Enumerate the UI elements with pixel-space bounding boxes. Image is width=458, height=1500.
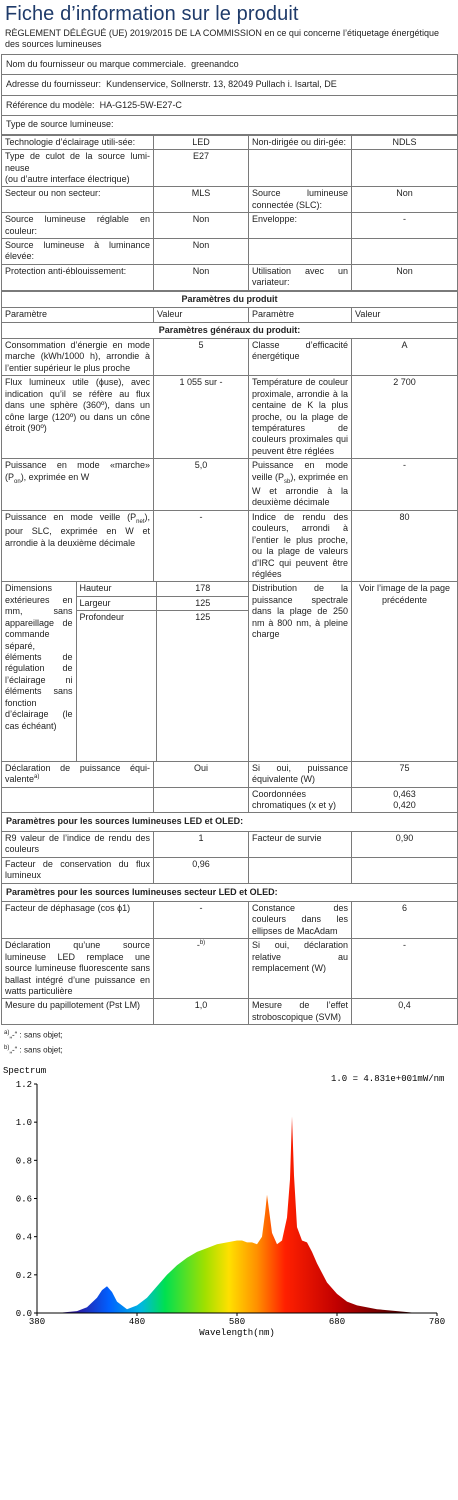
cap-type-label: Type de culot de la source lumi-neuse: [5, 151, 150, 173]
dimension-name: Profondeur: [79, 612, 125, 623]
empty-cell: [249, 857, 352, 883]
source-type-heading-row: [2, 116, 458, 134]
supplier-label: Nom du fournisseur ou marque commerciale.: [6, 59, 187, 69]
lumen-maintenance-value: 0,96: [154, 857, 249, 883]
y-tick-label: 1.2: [15, 1079, 32, 1090]
equivalent-watt-label: Si oui, puissance équivalente (W): [249, 761, 352, 787]
address-label: Adresse du fournisseur:: [6, 79, 102, 90]
led-heading-row: [2, 813, 458, 831]
chromaticity-x: 0,463: [393, 788, 416, 799]
standby-power-value: -: [352, 459, 458, 511]
r9-value: 1: [154, 831, 249, 857]
spectral-distribution-value: Voir l’image de la page précédente: [352, 582, 458, 761]
spectrum-chart: [1, 1063, 458, 1341]
source-param-value: E27: [154, 150, 249, 187]
mains-heading: Paramètres pour les sources lumineuses secteur LED et OLED:: [2, 883, 458, 901]
source-param-value: -: [352, 213, 458, 239]
led-row: [2, 831, 458, 857]
source-param-value: MLS: [154, 187, 249, 213]
dimension-value: 125: [156, 596, 249, 610]
on-mode-power-label: [2, 459, 154, 511]
equivalent-power-value: Oui: [154, 761, 249, 787]
general-row: [2, 582, 458, 761]
source-param-value: Non: [154, 264, 249, 290]
footnote-text: „-“ : sans objet;: [9, 1045, 63, 1055]
source-type-table: [1, 135, 458, 291]
value-part: -: [196, 940, 200, 951]
source-row: [2, 150, 458, 187]
source-param-value: [352, 239, 458, 265]
color-temperature-label: Température de couleur proximale, arrondie à la centaine de K la plus proche, ou la plage de températures de couleurs proximales qui peuvent être réglées: [249, 376, 352, 459]
supplier-row: [2, 55, 458, 75]
chromaticity-y: 0,420: [393, 800, 416, 811]
footnote: [4, 1027, 454, 1042]
y-tick-label: 0.4: [15, 1232, 32, 1243]
cap-type-sublabel: (ou d’autre interface électrique): [5, 173, 130, 184]
source-row: [2, 213, 458, 239]
energy-class-value: A: [352, 339, 458, 376]
dimension-name: Largeur: [76, 596, 156, 610]
model-value: HA-G125-5W-E27-C: [99, 99, 182, 110]
y-tick-label: 0.6: [15, 1194, 32, 1205]
source-param-label: [249, 150, 352, 187]
source-row: [2, 264, 458, 290]
dimension-name: Hauteur: [76, 582, 156, 596]
source-param-label: Secteur ou non secteur:: [2, 187, 154, 213]
mains-row: [2, 939, 458, 999]
source-param-label: Utilisation avec un variateur:: [249, 264, 352, 290]
cri-value: 80: [352, 510, 458, 582]
regulation-intro: RÈGLEMENT DÉLÉGUÉ (UE) 2019/2015 DE LA COMMISSION en ce qui concerne l’étiquetage énergétique des sources lumineuses: [5, 28, 440, 49]
source-param-label: Enveloppe:: [249, 213, 352, 239]
col-param-header: Paramètre: [2, 308, 154, 322]
params-heading: Paramètres du produit: [2, 291, 458, 307]
mains-row: [2, 999, 458, 1025]
survival-factor-label: Facteur de survie: [249, 831, 352, 857]
stroboscopic-label: Mesure de l’effet stroboscopique (SVM): [249, 999, 352, 1025]
info-table: [1, 54, 458, 135]
footnotes: [1, 1025, 457, 1058]
networked-standby-value: -: [154, 510, 249, 582]
label-part: Puissance en mode veille (P: [5, 511, 137, 522]
source-param-value: NDLS: [352, 135, 458, 149]
color-consistency-label: Constance des couleurs dans les ellipses de MacAdam: [249, 902, 352, 939]
model-label: Référence du modèle:: [6, 99, 95, 110]
fluorescent-replacement-label: Déclaration qu’une source lumineuse LED remplace une source lumineuse fluorescente sans ballast intégré d’une puissance en watts particulière: [2, 939, 154, 999]
dimensions-table: [2, 582, 249, 760]
empty-cell: [352, 857, 458, 883]
model-row: [2, 95, 458, 115]
mains-heading-row: [2, 883, 458, 901]
supplier-value: greenandco: [191, 59, 239, 69]
product-params-table: [1, 291, 458, 1025]
label-part: Déclaration de puissance équi-valente: [5, 762, 150, 785]
x-tick-label: 580: [228, 1316, 246, 1327]
footnote-marker: b): [4, 1044, 10, 1051]
column-header-row: [2, 308, 458, 322]
col-param-header: Paramètre: [249, 308, 352, 322]
source-row: [2, 187, 458, 213]
general-row: [2, 787, 458, 813]
y-tick-label: 0.2: [15, 1270, 32, 1281]
spectrum-title: Spectrum: [3, 1065, 47, 1076]
source-row: [2, 239, 458, 265]
source-param-value: Non: [154, 213, 249, 239]
spectral-distribution-label: Distribution de la puissance spectrale dans la plage de 250 nm à 800 nm, à pleine charge: [249, 582, 352, 761]
led-row: [2, 857, 458, 883]
source-param-value: Non: [352, 187, 458, 213]
equivalent-watt-value: 75: [352, 761, 458, 787]
on-mode-power-value: 5,0: [154, 459, 249, 511]
col-value-header: Valeur: [352, 308, 458, 322]
y-tick-label: 1.0: [15, 1117, 32, 1128]
replacement-claim-value: -: [352, 939, 458, 999]
x-tick-label: 780: [428, 1316, 446, 1327]
label-part: Puissance en mode «marche» (P: [5, 460, 150, 482]
luminous-flux-value: 1 055 sur -: [154, 376, 249, 459]
displacement-factor-label: Facteur de déphasage (cos ϕ1): [2, 902, 154, 939]
color-temperature-value: 2 700: [352, 376, 458, 459]
dimensions-cell: [2, 582, 249, 761]
stroboscopic-value: 0,4: [352, 999, 458, 1025]
footnote-ref: a): [34, 774, 40, 781]
cri-label: Indice de rendu des couleurs, arrondi à l’entier le plus proche, ou la plage de valeurs d’IRC qui peuvent être réglées: [249, 510, 352, 582]
source-param-label: [249, 239, 352, 265]
fluorescent-replacement-value: [154, 939, 249, 999]
networked-standby-label: [2, 510, 154, 582]
x-axis-ticks: [29, 1313, 445, 1327]
y-tick-label: 0.0: [15, 1308, 32, 1319]
led-heading: Paramètres pour les sources lumineuses LED et OLED:: [2, 813, 458, 831]
chromaticity-label: Coordonnées chromatiques (x et y): [249, 787, 352, 813]
energy-consumption-label: Consommation d’énergie en mode marche (kWh/1000 h), arrondie à l’entier supérieur le plus proche: [2, 339, 154, 376]
energy-class-label: Classe d’efficacité énergétique: [249, 339, 352, 376]
label-part: ), pour SLC, exprimée en W et arrondie à la deuxième décimale: [5, 511, 150, 548]
color-consistency-value: 6: [352, 902, 458, 939]
general-heading-row: [2, 322, 458, 338]
label-part: Puissance en mode veille (P: [252, 460, 348, 482]
source-param-value: Non: [154, 239, 249, 265]
general-heading: Paramètres généraux du produit:: [2, 322, 458, 338]
empty-cell: [2, 787, 154, 813]
source-param-value: LED: [154, 135, 249, 149]
survival-factor-value: 0,90: [352, 831, 458, 857]
source-param-label: Source lumineuse réglable en couleur:: [2, 213, 154, 239]
energy-consumption-value: 5: [154, 339, 249, 376]
x-tick-label: 480: [128, 1316, 146, 1327]
y-axis-ticks: [16, 1080, 37, 1319]
params-heading-row: [2, 291, 458, 307]
dimensions-label: Dimensions extérieures en mm, sans appareillage de commande séparé, éléments de régulation de l’éclairage ni éléments sans fonction d’éclairage (le cas échéant): [2, 582, 76, 760]
flicker-label: Mesure du papillotement (Pst LM): [2, 999, 154, 1025]
page-title: Fiche d’information sur le produit: [5, 3, 299, 25]
equivalent-power-label: [2, 761, 154, 787]
source-row: [2, 135, 458, 149]
address-value: Kundenservice, Sollnerstr. 13, 82049 Pullach i. Isartal, DE: [106, 79, 337, 90]
displacement-factor-value: -: [154, 902, 249, 939]
standby-power-label: [249, 459, 352, 511]
label-subscript: on: [14, 478, 21, 485]
general-row: [2, 459, 458, 511]
luminous-flux-label: Flux lumineux utile (ϕuse), avec indication qu’il se réfère au flux dans une sphère (360º), dans un cône large (120º) ou dans un cône étroit (90º): [2, 376, 154, 459]
dimension-value: 125: [156, 611, 249, 761]
y-tick-label: 0.8: [15, 1155, 32, 1166]
flicker-value: 1,0: [154, 999, 249, 1025]
address-row: [2, 75, 458, 95]
replacement-claim-label: Si oui, déclaration relative au remplacement (W): [249, 939, 352, 999]
x-tick-label: 680: [328, 1316, 346, 1327]
dimension-value: 178: [156, 582, 249, 596]
label-subscript: net: [136, 518, 145, 525]
col-value-header: Valeur: [154, 308, 249, 322]
source-type-heading: Type de source lumineuse:: [2, 116, 458, 134]
r9-label: R9 valeur de l’indice de rendu des couleurs: [2, 831, 154, 857]
source-param-label: Technologie d’éclairage utili-sée:: [2, 135, 154, 149]
general-row: [2, 761, 458, 787]
spectrum-area: [37, 1116, 437, 1313]
footnote-marker: a): [4, 1030, 10, 1037]
footnote-text: „-“ : sans objet;: [9, 1030, 63, 1040]
footnote-ref: b): [199, 940, 206, 947]
spectrum-scale-note: 1.0 = 4.831e+001mW/nm: [331, 1073, 445, 1084]
source-param-value: [352, 150, 458, 187]
source-param-label: Non-dirigée ou diri-gée:: [249, 135, 352, 149]
label-part: ), exprimée en W: [20, 471, 90, 482]
chromaticity-value: [352, 787, 458, 813]
label-part: ), exprimée en W et arrondie à la deuxième décimale: [252, 471, 348, 508]
empty-cell: [154, 787, 249, 813]
general-row: [2, 339, 458, 376]
general-row: [2, 510, 458, 582]
x-tick-label: 380: [28, 1316, 46, 1327]
source-param-value: Non: [352, 264, 458, 290]
label-subscript: sb: [284, 478, 291, 485]
x-axis-label: Wavelength(nm): [199, 1327, 275, 1338]
source-param-label: Source lumineuse à luminance élevée:: [2, 239, 154, 265]
source-param-label: Source lumineuse connectée (SLC):: [249, 187, 352, 213]
lumen-maintenance-label: Facteur de conservation du flux lumineux: [2, 857, 154, 883]
general-row: [2, 376, 458, 459]
spectrum-svg: [1, 1063, 457, 1339]
footnote: [4, 1042, 454, 1057]
mains-row: [2, 902, 458, 939]
source-param-label: [2, 150, 154, 187]
source-param-label: Protection anti-éblouissement:: [2, 264, 154, 290]
